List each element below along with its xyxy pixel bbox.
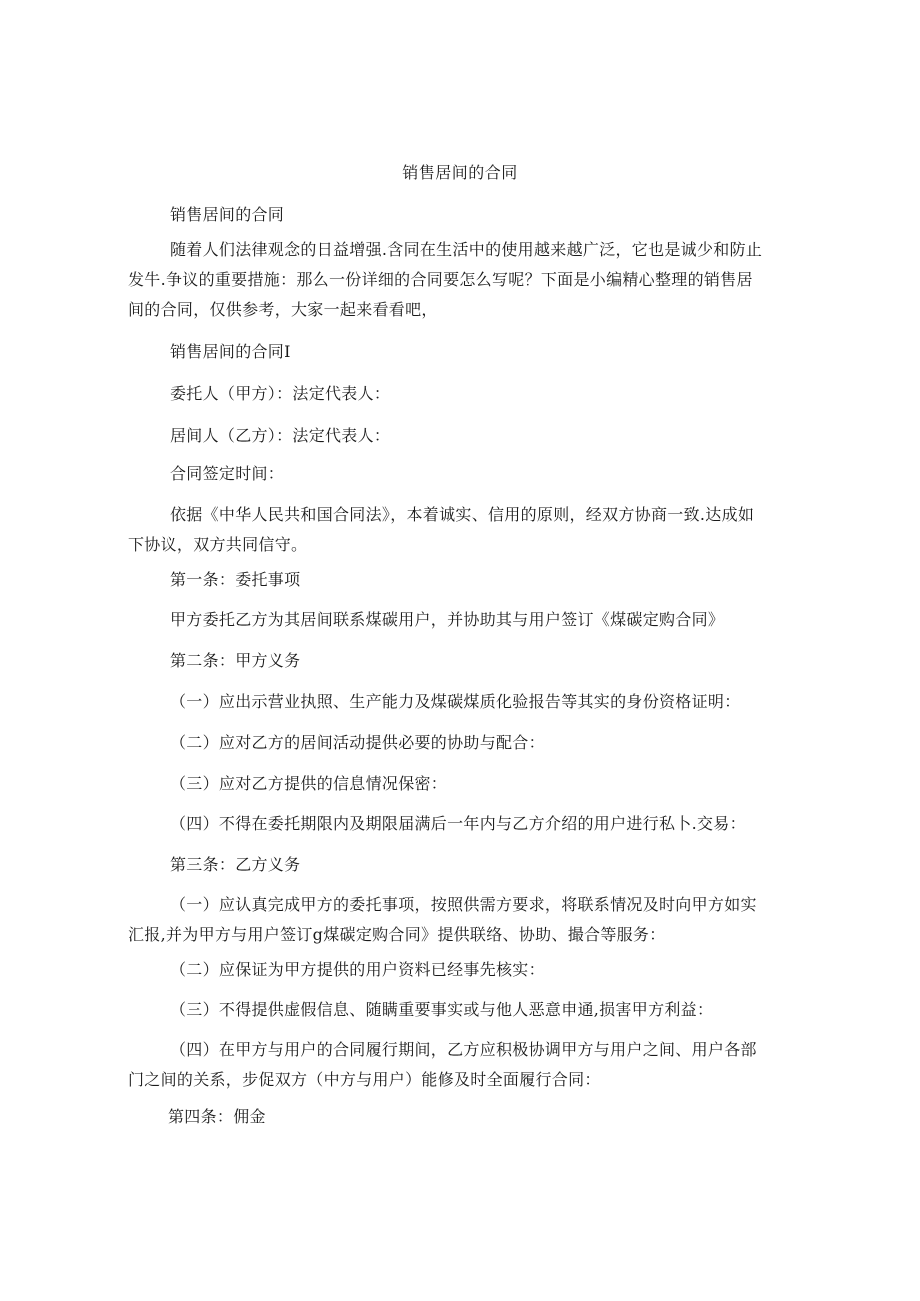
article-3-item-1: [128, 890, 790, 950]
article-3-item-4-line-2: 门之间的关系，步促双方（中方与用户）能修及时全面履行合同：: [128, 1070, 601, 1089]
document-title: 销售居间的合同: [402, 163, 518, 182]
intro-line-3: 间的合同，仅供参考，大家一起来看看吧，: [128, 300, 438, 319]
article-2-item-4: （四）不得在委托期限内及期限届满后一年内与乙方介绍的用户进行私卜.交易：: [170, 814, 746, 833]
party-b-line: 居间人（乙方）：法定代表人：: [170, 426, 391, 445]
intro-line-1: 随着人们法律观念的日益增强.含同在生活中的使用越来越广泛，它也是诚少和防止: [170, 240, 763, 259]
contract-subtitle: 销售居间的合同I: [170, 342, 291, 361]
article-3-title: 第三条：乙方义务: [170, 855, 301, 874]
sign-time-line: 合同签定时间：: [170, 464, 285, 483]
article-2-item-2: （二）应对乙方的居间活动提供必要的协助与配合：: [170, 733, 545, 752]
article-3-item-1-line-2: 汇报,并为甲方与用户签订g煤碳定购合同》提供联络、协助、撮合等服务：: [128, 925, 666, 944]
basis-line-2: 下协议，双方共同信守。: [128, 535, 308, 554]
intro-paragraph: [128, 235, 790, 325]
article-3-item-4: [128, 1035, 790, 1095]
basis-line-1: 依据《中华人民共和国合同法》，本着诚实、信用的原则，经双方协商一致.达成如: [170, 505, 755, 524]
intro-line-2: 发牛.争议的重要措施：那么一份详细的合同要怎么写呢？下面是小编精心整理的销售居: [128, 270, 753, 289]
article-3-item-2: （二）应保证为甲方提供的用户资料已经事先核实：: [170, 960, 545, 979]
article-3-item-4-line-1: （四）在甲方与用户的合同履行期间，乙方应积极协调甲方与用户之间、用户各部: [170, 1040, 757, 1059]
document-heading: 销售居间的合同: [170, 205, 285, 224]
party-a-line: 委托人（甲方）：法定代表人：: [170, 384, 391, 403]
article-2-item-3: （三）应对乙方提供的信息情况保密：: [170, 774, 448, 793]
article-3-item-3: （三）不得提供虚假信息、随瞒重要事实或与他人恶意申通,损害甲方利益：: [170, 1000, 714, 1019]
article-2-item-1: （一）应出示营业执照、生产能力及煤碳煤质化验报告等其实的身份资格证明：: [170, 692, 741, 711]
article-2-title: 第二条：甲方义务: [170, 651, 301, 670]
article-3-item-1-line-1: （一）应认真完成甲方的委托事项，按照供需方要求，将联系情况及时向甲方如实: [170, 895, 757, 914]
basis-paragraph: [128, 500, 790, 560]
article-1-title: 第一条：委托事项: [170, 570, 301, 589]
article-4-title: 第四条：佣金: [168, 1107, 266, 1126]
article-1-text: 甲方委托乙方为其居间联系煤碳用户，并协助其与用户签订《煤碳定购合同》: [170, 610, 725, 629]
